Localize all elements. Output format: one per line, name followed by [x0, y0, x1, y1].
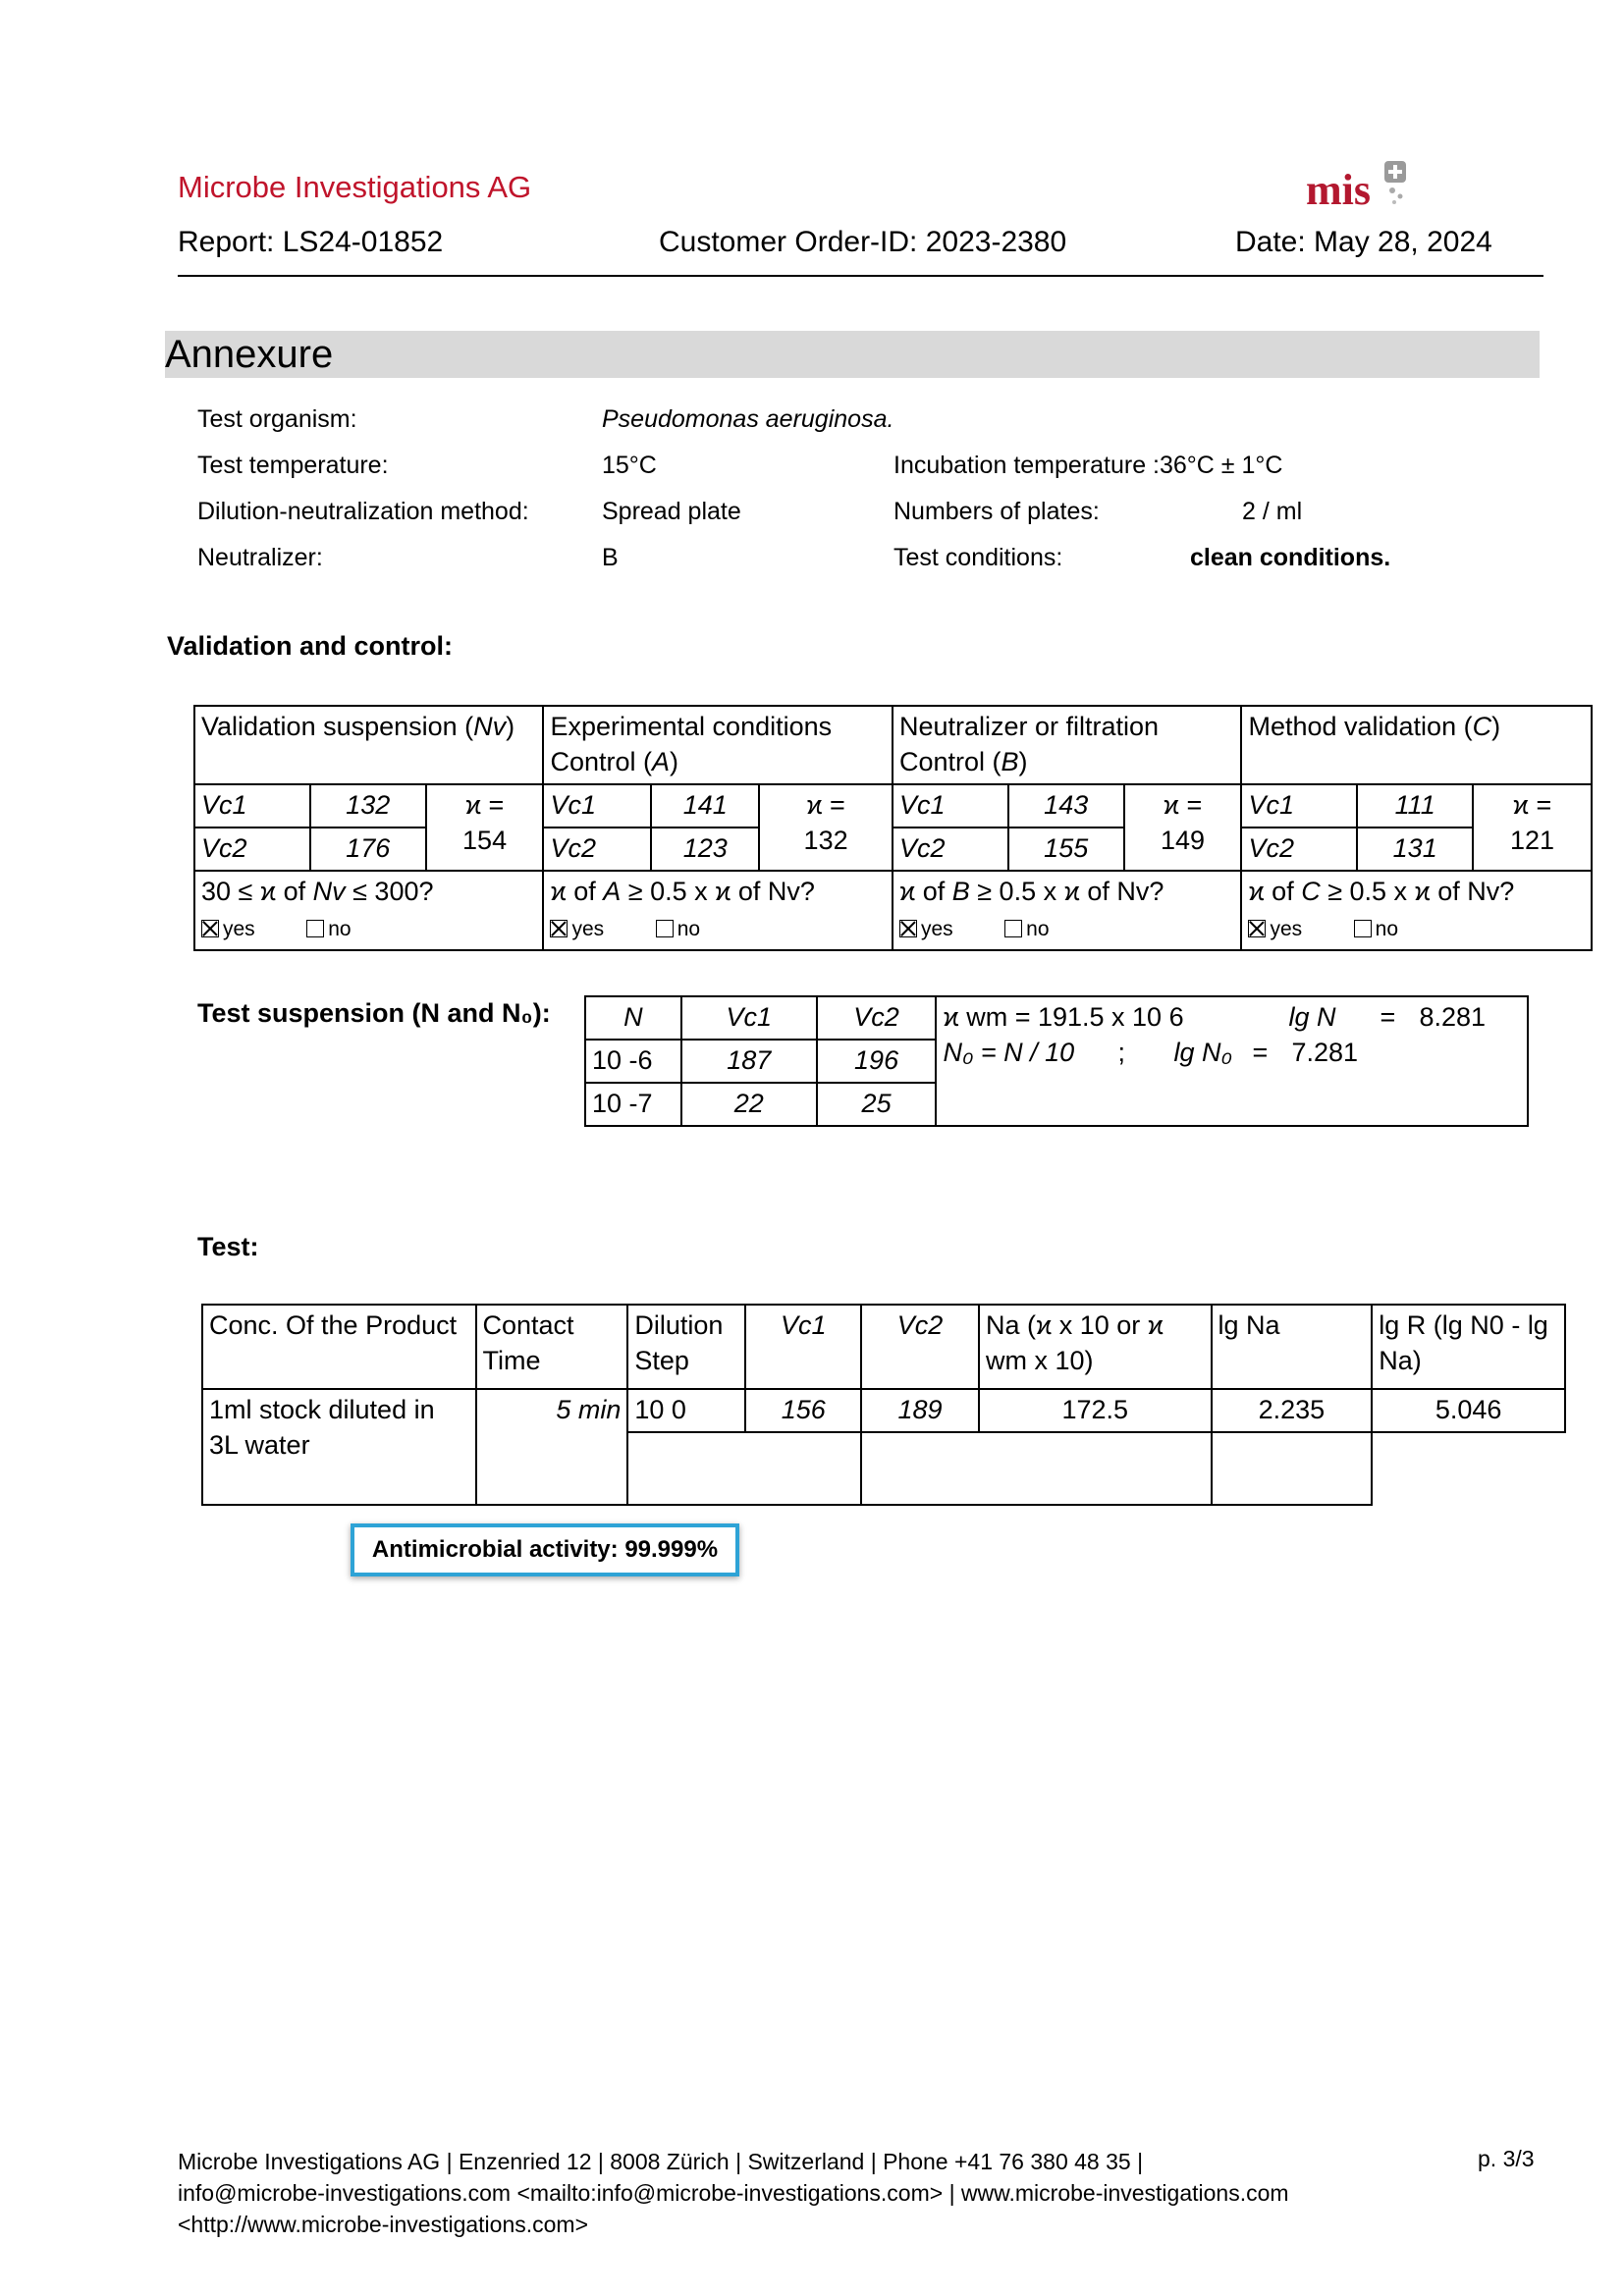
vc1-label: Vc1: [1241, 784, 1357, 828]
contact-time-value: 5 min: [476, 1389, 628, 1505]
lgn0-value: 7.281: [1291, 1038, 1359, 1067]
header-lg-na: lg Na: [1212, 1305, 1373, 1389]
test-title: Test:: [197, 1232, 259, 1261]
logo-text: mis: [1306, 166, 1371, 214]
plates-value: 2 / ml: [1242, 498, 1303, 525]
neutralizer-control-header: Neutralizer or filtration Control (B): [893, 706, 1241, 784]
vc1-value: 156: [745, 1389, 861, 1432]
n-vc1-row2: 22: [681, 1083, 817, 1126]
footer-line-2: info@microbe-investigations.com <mailto:info@microbe-investigations.com> | www.microbe-investigations.com: [178, 2180, 1289, 2206]
b-kappa: ϰ = 149: [1124, 784, 1242, 871]
test-conditions-value: clean conditions.: [1190, 544, 1391, 571]
lg-r-value: 5.046: [1372, 1389, 1565, 1432]
footer-line-1: Microbe Investigations AG | Enzenried 12 | 8008 Zürich | Switzerland | Phone +41 76 380 48 35 |: [178, 2149, 1144, 2174]
vc2-label: Vc2: [194, 828, 310, 871]
checkbox-checked-icon: [1248, 920, 1266, 937]
antimicrobial-activity-box: Antimicrobial activity: 99.999%: [351, 1523, 739, 1576]
footer-address: [178, 2146, 1356, 2240]
checkbox-checked-icon: [550, 920, 568, 937]
header-divider: [178, 275, 1543, 277]
dilution-method-value: Spread plate: [602, 498, 741, 525]
vc2-label: Vc2: [893, 828, 1008, 871]
col-vc2-header: Vc2: [817, 996, 937, 1040]
header-vc1: Vc1: [745, 1305, 861, 1389]
n-vc2-row2: 25: [817, 1083, 937, 1126]
report-id: Report: LS24-01852: [178, 226, 444, 258]
test-suspension-table: [584, 995, 1529, 1127]
c-vc1-value: 111: [1357, 784, 1473, 828]
customer-order-id: Customer Order-ID: 2023-2380: [659, 226, 1067, 258]
col-n-header: N: [585, 996, 681, 1040]
lgn-label: lg N: [1288, 1002, 1336, 1032]
empty-cell: [861, 1432, 1211, 1505]
a-vc2-value: 123: [651, 828, 759, 871]
lgn0-equals: =: [1252, 1038, 1269, 1067]
lg-na-value: 2.235: [1212, 1389, 1373, 1432]
test-suspension-label: Test suspension (N and N₀):: [197, 998, 551, 1028]
method-validation-header: Method validation (C): [1241, 706, 1592, 784]
test-organism-value: Pseudomonas aeruginosa.: [602, 405, 894, 433]
conc-value: 1ml stock diluted in 3L water: [202, 1389, 476, 1505]
plates-label: Numbers of plates:: [893, 498, 1100, 525]
checkbox-empty-icon: [1004, 920, 1022, 937]
incubation-temperature: Incubation temperature :36°C ± 1°C: [893, 452, 1283, 479]
b-vc2-value: 155: [1008, 828, 1124, 871]
c-vc2-value: 131: [1357, 828, 1473, 871]
dilution-10-6: 10 -6: [585, 1040, 681, 1083]
test-temperature-value: 15°C: [602, 452, 657, 479]
b-criterion: ϰ of B ≥ 0.5 x ϰ of Nv? yes no: [893, 871, 1241, 950]
dilution-method-label: Dilution-neutralization method:: [197, 498, 529, 525]
report-date: Date: May 28, 2024: [1235, 226, 1492, 258]
blank-area: [1372, 1432, 1565, 1505]
nv-vc1-value: 132: [310, 784, 426, 828]
a-criterion: ϰ of A ≥ 0.5 x ϰ of Nv? yes no: [543, 871, 892, 950]
header-na: Na (ϰ x 10 or ϰ wm x 10): [979, 1305, 1212, 1389]
vc2-label: Vc2: [543, 828, 651, 871]
n-vc1-row1: 187: [681, 1040, 817, 1083]
vc1-label: Vc1: [543, 784, 651, 828]
company-name: Microbe Investigations AG: [178, 170, 532, 204]
header-lg-r: lg R (lg N0 - lg Na): [1372, 1305, 1565, 1389]
a-vc1-value: 141: [651, 784, 759, 828]
header-conc: Conc. Of the Product: [202, 1305, 476, 1389]
b-vc1-value: 143: [1008, 784, 1124, 828]
nv-kappa: ϰ = 154: [426, 784, 544, 871]
empty-cell: [1212, 1432, 1373, 1505]
validation-table: [193, 705, 1593, 951]
nv-criterion: 30 ≤ ϰ of Nv ≤ 300? yes no: [194, 871, 543, 950]
dilution-10-7: 10 -7: [585, 1083, 681, 1126]
header-vc2: Vc2: [861, 1305, 979, 1389]
kappa-wm: ϰ wm = 191.5 x 10 6: [943, 1002, 1184, 1032]
page-number: p. 3/3: [1478, 2146, 1535, 2171]
checkbox-checked-icon: [899, 920, 917, 937]
c-kappa: ϰ = 121: [1473, 784, 1592, 871]
c-criterion: ϰ of C ≥ 0.5 x ϰ of Nv? yes no: [1241, 871, 1592, 950]
footer-line-3: <http://www.microbe-investigations.com>: [178, 2212, 589, 2237]
empty-cell: [627, 1432, 861, 1505]
test-conditions-label: Test conditions:: [893, 544, 1063, 571]
a-kappa: ϰ = 132: [759, 784, 893, 871]
annexure-title: Annexure: [165, 333, 334, 376]
header-contact-time: Contact Time: [476, 1305, 628, 1389]
annexure-bar: [165, 331, 1540, 378]
neutralizer-label: Neutralizer:: [197, 544, 323, 571]
checkbox-empty-icon: [656, 920, 674, 937]
validation-suspension-header: Validation suspension (Nv): [194, 706, 543, 784]
checkbox-checked-icon: [201, 920, 219, 937]
lgn0-label: lg N₀: [1173, 1038, 1232, 1067]
lgn-value: 8.281: [1419, 1002, 1487, 1032]
separator: ;: [1117, 1038, 1125, 1067]
n-vc2-row1: 196: [817, 1040, 937, 1083]
vc2-label: Vc2: [1241, 828, 1357, 871]
test-organism-label: Test organism:: [197, 405, 357, 433]
mis-logo: [1298, 157, 1416, 216]
n0-formula: N₀ = N / 10: [943, 1038, 1075, 1067]
checkbox-empty-icon: [306, 920, 324, 937]
dilution-step-value: 10 0: [627, 1389, 745, 1432]
test-temperature-label: Test temperature:: [197, 452, 389, 479]
validation-title: Validation and control:: [167, 631, 454, 661]
test-table: [201, 1304, 1566, 1506]
col-vc1-header: Vc1: [681, 996, 817, 1040]
lgn-equals: =: [1380, 1002, 1396, 1032]
checkbox-empty-icon: [1354, 920, 1372, 937]
neutralizer-value: B: [602, 544, 619, 571]
na-value: 172.5: [979, 1389, 1212, 1432]
suspension-results: [936, 996, 1528, 1126]
vc1-label: Vc1: [893, 784, 1008, 828]
vc2-value: 189: [861, 1389, 979, 1432]
experimental-control-header: Experimental conditions Control (A): [543, 706, 892, 784]
nv-vc2-value: 176: [310, 828, 426, 871]
header-dilution-step: Dilution Step: [627, 1305, 745, 1389]
vc1-label: Vc1: [194, 784, 310, 828]
